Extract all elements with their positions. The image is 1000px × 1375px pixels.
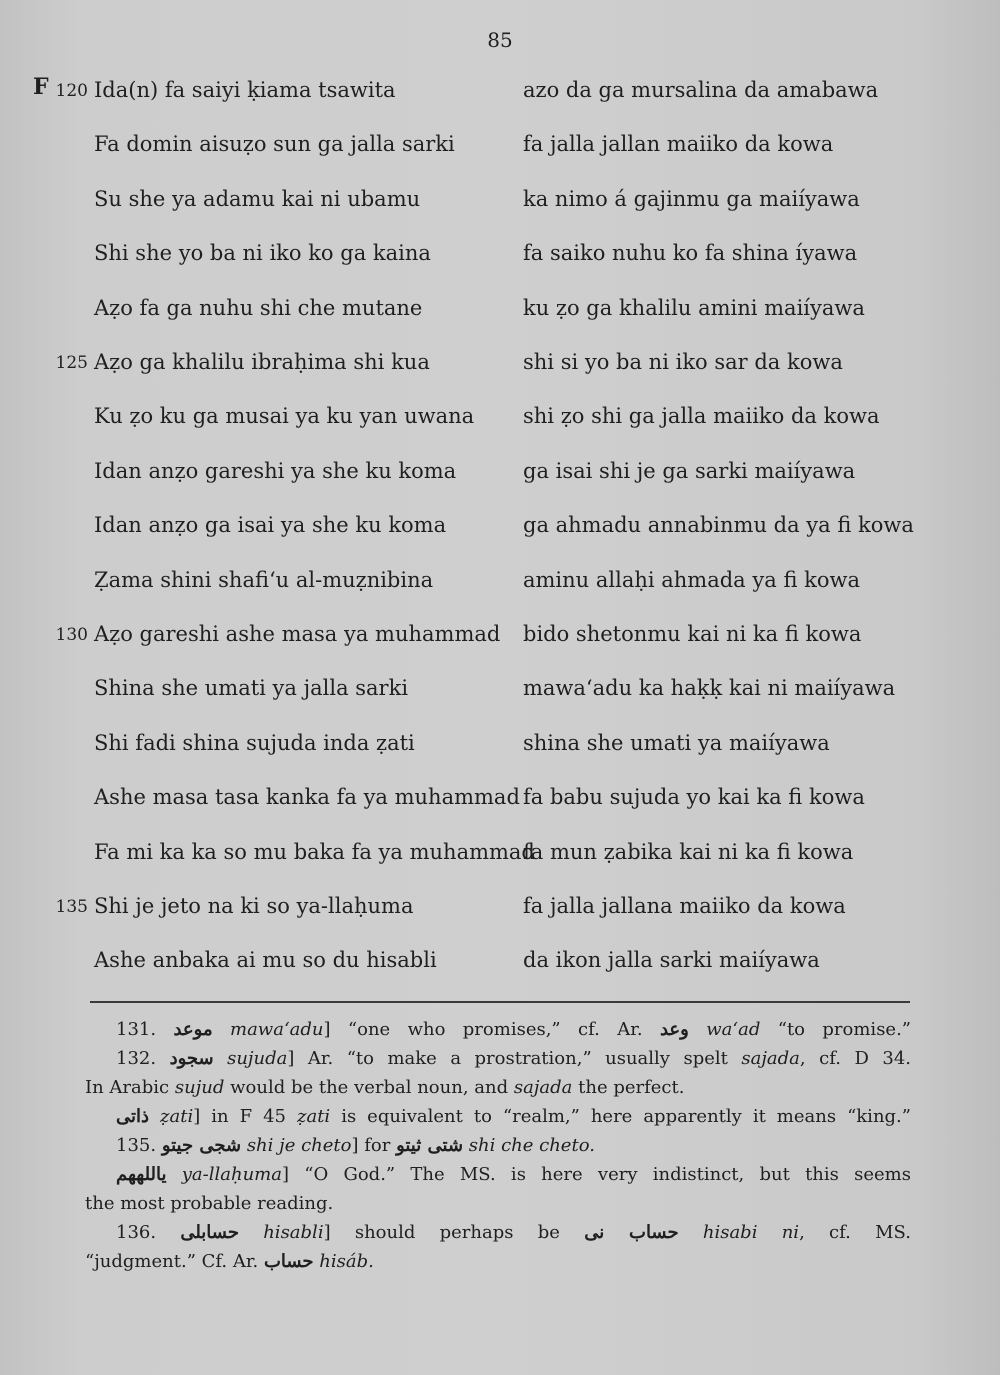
footnote-136: 136. حسابلى hisabli] should perhaps be حساب نى hisabi ni, cf. MS.	[116, 1222, 911, 1243]
verse-first-half: Ida(n) fa saiyi ḳiama tsawita	[94, 78, 396, 102]
verse-line	[0, 78, 1000, 110]
verse-second-half: shi si yo ba ni iko sar da kowa	[523, 350, 843, 374]
footnote-divider	[90, 1001, 910, 1003]
section-letter: F	[33, 74, 49, 100]
verse-second-half: fa jalla jallan maiiko da kowa	[523, 132, 834, 157]
line-number: 135	[55, 897, 88, 917]
verse-line	[0, 785, 1000, 817]
verse-second-half: ga ahmadu annabinmu da ya fi kowa	[523, 513, 914, 538]
verse-line	[0, 731, 1000, 763]
verse-line	[0, 948, 1000, 980]
verse-second-half: ku ẓo ga khalilu amini maiíyawa	[523, 295, 865, 320]
verse-line	[0, 132, 1000, 164]
footnote-132: 132. سجود sujuda] Ar. “to make a prostration,” usually spelt sajada, cf. D 34.	[116, 1048, 911, 1069]
verse-line	[0, 568, 1000, 600]
verse-second-half: shina she umati ya maiíyawa	[523, 730, 830, 755]
verse-line	[0, 350, 1000, 382]
verse-first-half: Ashe anbaka ai mu so du hisabli	[94, 948, 437, 973]
verse-second-half: bido shetonmu kai ni ka fi kowa	[523, 622, 862, 646]
verse-second-half: azo da ga mursalina da amabawa	[523, 78, 879, 102]
verse-first-half: Su she ya adamu kai ni ubamu	[94, 186, 421, 211]
line-number: 120	[55, 81, 88, 101]
verse-first-half: Shina she umati ya jalla sarki	[94, 676, 409, 701]
verse-line	[0, 840, 1000, 872]
verse-first-half: Ku ẓo ku ga musai ya ku yan uwana	[94, 404, 475, 429]
verse-second-half: ka nimo á gajinmu ga maiíyawa	[523, 186, 860, 211]
verse-line	[0, 622, 1000, 654]
verse-first-half: Idan anẓo gareshi ya she ku koma	[94, 458, 457, 483]
verse-second-half: fa mun ẓabika kai ni ka fi kowa	[523, 839, 854, 864]
verse-second-half: fa babu sujuda yo kai ka fi kowa	[523, 785, 865, 810]
verse-line	[0, 187, 1000, 219]
verse-second-half: shi ẓo shi ga jalla maiiko da kowa	[523, 404, 880, 429]
footnote-135-cont: يالله‍هم ya-llaḥuma] “O God.” The MS. is here very indistinct, but this seems	[116, 1164, 911, 1185]
verse-first-half: Shi fadi shina sujuda inda ẓati	[94, 730, 415, 755]
footnote-135: 135. شجى جيتو shi je cheto] for شتى ثيتو shi che cheto.	[116, 1135, 595, 1156]
verse-line	[0, 459, 1000, 491]
verse-second-half: aminu allaḥi ahmada ya fi kowa	[523, 567, 860, 592]
verse-first-half: Ashe masa tasa kanka fa ya muhammad	[94, 785, 520, 810]
verse-first-half: Aẓo gareshi ashe masa ya muhammad	[94, 622, 501, 646]
verse-first-half: Idan anẓo ga isai ya she ku koma	[94, 513, 447, 538]
line-number: 125	[55, 353, 88, 373]
verse-line	[0, 404, 1000, 436]
verse-second-half: ga isai shi je ga sarki maiíyawa	[523, 458, 856, 483]
footnotes	[85, 1015, 911, 1276]
footnote-132-cont: In Arabic sujud would be the verbal noun, and sajada the perfect.	[85, 1077, 685, 1098]
verse-line	[0, 296, 1000, 328]
verse-line	[0, 894, 1000, 926]
verse-first-half: Shi she yo ba ni iko ko ga kaina	[94, 241, 431, 266]
verse-second-half: fa saiko nuhu ko fa shina íyawa	[523, 241, 858, 266]
verse-first-half: Aẓo ga khalilu ibraḥima shi kua	[94, 350, 430, 374]
verse-second-half: mawa‘adu ka haḳḳ kai ni maiíyawa	[523, 676, 896, 701]
footnote-136-cont: “judgment.” Cf. Ar. حساب hisáb.	[85, 1251, 374, 1272]
verse-second-half: da ikon jalla sarki maiíyawa	[523, 948, 820, 973]
verse-line	[0, 241, 1000, 273]
verse-line	[0, 513, 1000, 545]
page-number: 85	[487, 28, 513, 52]
verse-first-half: Ẓama shini shafi‘u al-muẓnibina	[94, 567, 434, 592]
footnote-132-zati: ذاتى ẓati] in F 45 ẓati is equivalent to “realm,” here apparently it means “king.”	[116, 1106, 911, 1127]
verse-second-half: fa jalla jallana maiiko da kowa	[523, 894, 846, 918]
line-number: 130	[55, 625, 88, 645]
verse-line	[0, 676, 1000, 708]
footnote-131: 131. موعد mawa‘adu] “one who promises,” cf. Ar. وعد wa‘ad “to promise.”	[116, 1019, 912, 1040]
verse-first-half: Shi je jeto na ki so ya-llaḥuma	[94, 894, 414, 918]
footnote-135-end: the most probable reading.	[85, 1193, 334, 1214]
verse-first-half: Aẓo fa ga nuhu shi che mutane	[94, 295, 423, 320]
verse-first-half: Fa domin aisuẓo sun ga jalla sarki	[94, 132, 455, 157]
verse-first-half: Fa mi ka ka so mu baka fa ya muhammad	[94, 839, 535, 864]
